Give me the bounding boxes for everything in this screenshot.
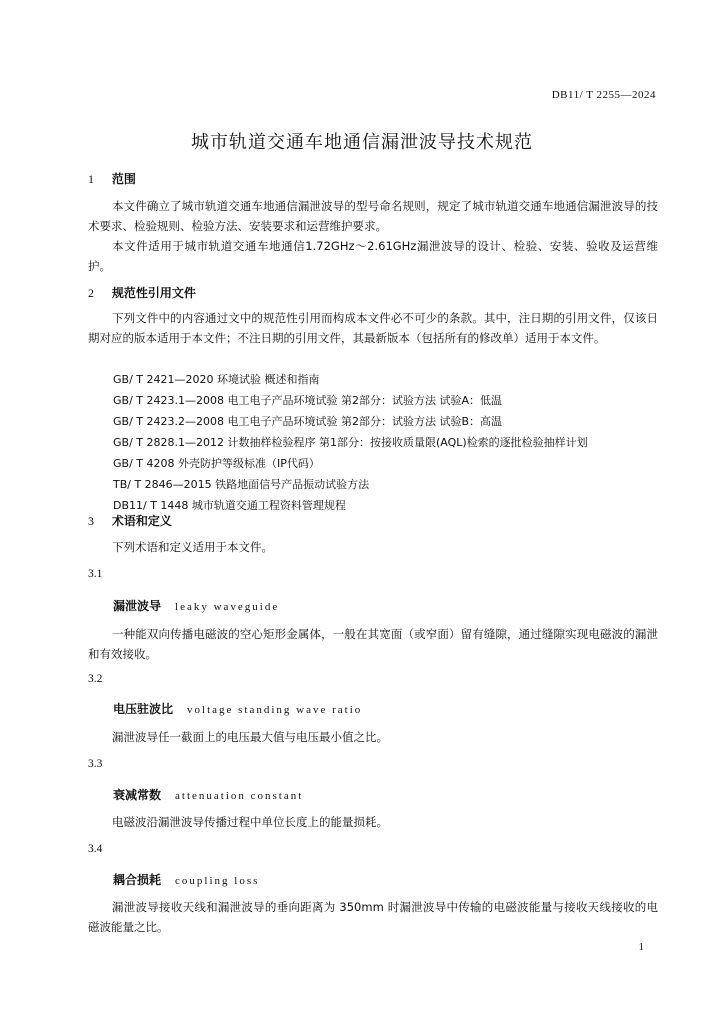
- scope-paragraph-2: 本文件适用于城市轨道交通车地通信1.72GHz～2.61GHz漏泄波导的设计、检验、安装、验收及运营维护。: [88, 239, 658, 273]
- section-title: 规范性引用文件: [111, 286, 196, 300]
- reference-item: GB/ T 2423.2—2008 电工电子产品环境试验 第2部分：试验方法 试验B：高温: [113, 415, 503, 428]
- term-definition: 一种能双向传播电磁波的空心矩形金属体，一般在其宽面（或窄面）留有缝隙，通过缝隙实现电磁波的漏泄和有效接收。: [88, 627, 658, 661]
- reference-item: DB11/ T 1448 城市轨道交通工程资料管理规程: [113, 499, 346, 512]
- term-chinese: 衰减常数: [113, 788, 162, 802]
- term-chinese: 电压驻波比: [113, 702, 174, 716]
- section-1-heading: [88, 170, 136, 187]
- term-number: 3.1: [88, 568, 103, 580]
- section-title: 术语和定义: [111, 514, 172, 528]
- document-title: 城市轨道交通车地通信漏泄波导技术规范: [191, 132, 533, 153]
- term-english: coupling loss: [175, 875, 260, 887]
- term-english: attenuation constant: [175, 790, 304, 802]
- reference-item: GB/ T 2421—2020 环境试验 概述和指南: [113, 373, 320, 386]
- terms-intro-paragraph: 下列术语和定义适用于本文件。: [112, 540, 273, 554]
- term-entry: [113, 597, 279, 614]
- references-intro-paragraph: 下列文件中的内容通过文中的规范性引用而构成本文件必不可少的条款。其中，注日期的引用文件，仅该日期对应的版本适用于本文件；不注日期的引用文件，其最新版本（包括所有的修改单）适用于本文件。: [88, 311, 658, 345]
- term-number: 3.2: [88, 673, 103, 685]
- reference-item: GB/ T 4208 外壳防护等级标准（IP代码）: [113, 457, 320, 470]
- section-number: 3: [88, 514, 94, 528]
- section-title: 范围: [111, 172, 136, 186]
- reference-item: TB/ T 2846—2015 铁路地面信号产品振动试验方法: [113, 478, 370, 491]
- term-english: leaky waveguide: [175, 601, 280, 613]
- term-definition: 电磁波沿漏泄波导传播过程中单位长度上的能量损耗。: [112, 815, 388, 829]
- section-2-heading: [88, 284, 196, 301]
- section-number: 1: [88, 172, 94, 186]
- page-number: 1: [638, 941, 644, 953]
- term-number: 3.4: [88, 843, 103, 855]
- term-entry: [113, 700, 362, 717]
- term-entry: [113, 871, 259, 888]
- term-english: voltage standing wave ratio: [187, 704, 363, 716]
- section-number: 2: [88, 286, 94, 300]
- term-number: 3.3: [88, 758, 103, 770]
- section-3-heading: [88, 512, 172, 529]
- standard-number: DB11/ T 2255—2024: [551, 89, 656, 101]
- term-definition: 漏泄波导任一截面上的电压最大值与电压最小值之比。: [112, 730, 388, 744]
- reference-item: GB/ T 2423.1—2008 电工电子产品环境试验 第2部分：试验方法 试验A：低温: [113, 394, 502, 407]
- scope-paragraph-1: 本文件确立了城市轨道交通车地通信漏泄波导的型号命名规则，规定了城市轨道交通车地通信漏泄波导的技术要求、检验规则、检验方法、安装要求和运营维护要求。: [88, 199, 658, 233]
- term-chinese: 漏泄波导: [113, 599, 162, 613]
- term-definition: 漏泄波导接收天线和漏泄波导的垂向距离为 350mm 时漏泄波导中传输的电磁波能量与接收天线接收的电磁波能量之比。: [88, 900, 658, 934]
- term-chinese: 耦合损耗: [113, 873, 162, 887]
- reference-item: GB/ T 2828.1—2012 计数抽样检验程序 第1部分：按接收质量限(AQL)检索的逐批检验抽样计划: [113, 436, 588, 449]
- term-entry: [113, 786, 303, 803]
